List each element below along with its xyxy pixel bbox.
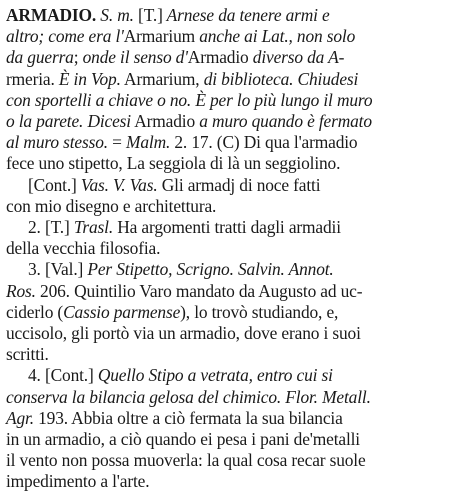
text-run: 4. [Cont.] [28,365,98,386]
text-run: impedimento a l'arte. [6,471,150,492]
text-run: [T.] [138,5,163,25]
text-line [6,68,358,90]
text-run: di biblioteca. Chiudesi [203,68,359,89]
text-line [28,258,334,280]
text-run: [Cont.] [28,174,81,195]
text-line [6,386,371,408]
text-run: = [107,132,127,153]
text-run: Arnese da tenere armi e [162,5,330,25]
text-line [6,322,361,344]
text-run: fece uno stipetto, La seggiola di là un seggiolino. [6,153,341,174]
text-run: a muro quando è fermato [199,111,372,131]
text-run: Armadio [130,111,200,131]
text-line [6,301,338,323]
text-run: o la parete. Dicesi [6,111,131,131]
text-line [28,174,320,196]
text-run: altro; come era l' [6,26,124,47]
text-run: ciderlo ( [6,301,64,322]
text-run: Armadio [187,47,249,68]
text-line [6,131,357,153]
text-run: Per Stipetto, Scrigno. Salvin. Annot. [87,259,334,280]
text-run: rmeria. [6,68,59,89]
text-run: Armarium, [120,68,204,89]
text-line [6,25,355,47]
text-run: in un armadio, a ciò quando ei pesa i pani de'metalli [6,429,360,449]
text-line [6,110,372,132]
text-line [6,428,360,450]
text-run: della vecchia filosofia. [6,238,161,259]
text-line [6,407,343,429]
text-line [6,46,344,68]
text-run: 193. Abbia oltre a ciò fermata la sua bilancia [33,407,343,428]
text-run: Malm. [126,132,171,153]
text-line [28,364,333,386]
text-run: il vento non possa muoverla: la qual cosa recar suole [6,450,366,471]
text-line [6,152,340,174]
text-line [6,195,216,217]
text-line [6,470,149,492]
text-run: Cassio parmense [63,301,181,322]
text-line [6,280,362,302]
text-run: 2. [T.] [28,217,74,237]
text-run: Quello Stipo a vetrata, entro cui si [97,365,333,386]
text-run: con mio disegno e architettura. [6,195,217,216]
text-run: Ros. [6,280,36,301]
text-run: Armarium [123,26,195,47]
text-line [28,216,341,238]
text-run: conserva la bilancia gelosa del chimico. Flor. Metall. [6,386,371,407]
text-line [6,237,160,259]
text-run: diverso da A- [248,47,345,68]
text-run: da guerra [6,47,74,68]
text-run: Vas. V. Vas. [80,174,158,195]
text-run: ARMADIO. [6,5,97,25]
text-line [6,343,49,365]
text-run: al muro stesso. [6,132,108,153]
text-run: 206. Quintilio Varo mandato da Augusto ad uc- [35,280,363,301]
text-run: Trasl. [73,217,114,237]
text-run: Agr. [6,407,34,428]
text-run: ; [73,47,83,68]
text-run: uccisolo, gli portò via un armadio, dove erano i suoi [6,323,361,343]
text-line [6,4,330,26]
text-line [6,89,372,111]
text-run: Ha argomenti tratti dagli armadii [113,217,341,237]
text-run: S. m. [96,5,139,25]
text-run: Gli armadj di noce fatti [157,174,321,195]
text-run: con sportelli a chiave o no. È per lo più lungo il muro [6,89,373,110]
text-run: scritti. [6,344,49,365]
text-line [6,449,366,471]
text-run: ), lo trovò studiando, e, [180,301,339,322]
text-run: onde il senso d' [82,47,188,68]
text-run: 3. [Val.] [28,259,88,280]
text-run: 2. 17. (C) Di qua l'armadio [170,132,358,153]
text-run: anche ai Lat., non solo [195,26,356,47]
text-run: È in Vop. [58,68,121,89]
